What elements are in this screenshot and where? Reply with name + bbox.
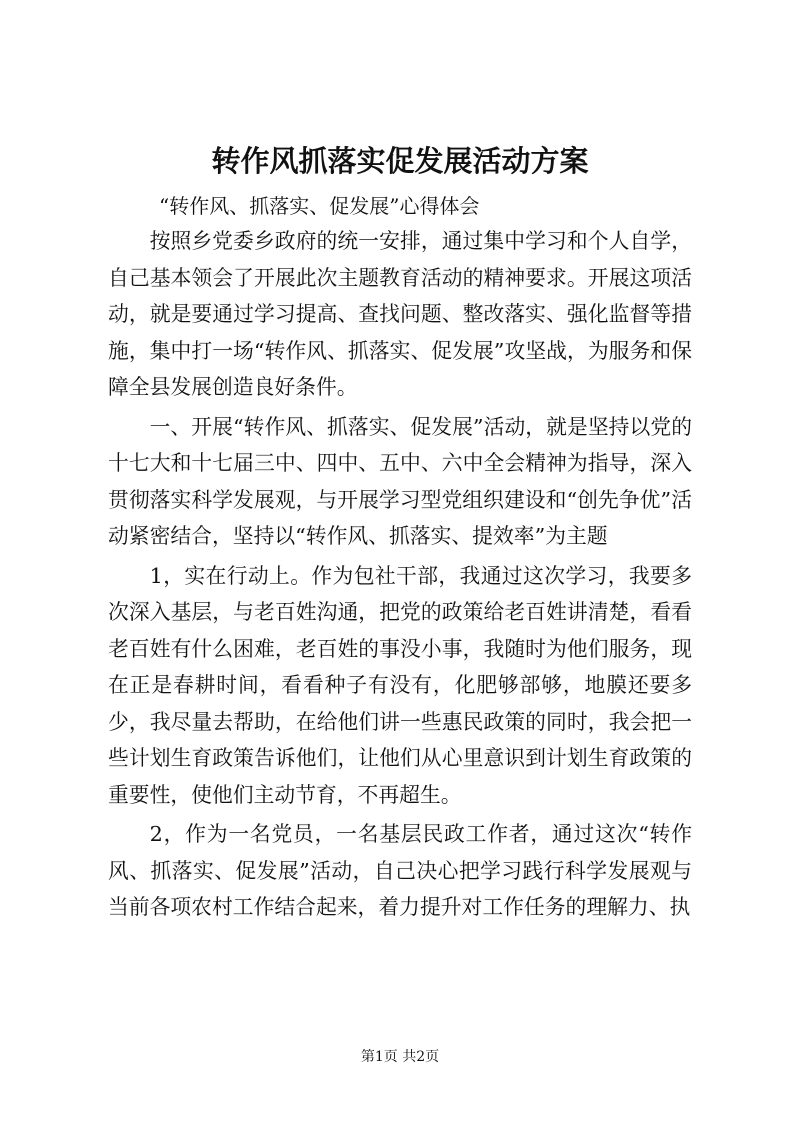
body-paragraph: 一、开展“转作风、抓落实、促发展”活动，就是坚持以党的十七大和十七届三中、四中、五中、六中全会精神为指导，深入贯彻落实科学发展观，与开展学习型党组织建设和“创先争优”活动紧密结合，坚持以“转作风、抓落实、提效率”为主题 <box>108 414 692 548</box>
body-paragraph: 按照乡党委乡政府的统一安排，通过集中学习和个人自学，自己基本领会了开展此次主题教育活动的精神要求。开展这项活动，就是要通过学习提高、查找问题、整改落实、强化监督等措施，集中打一场“转作风、抓落实、促发展”攻坚战，为服务和保障全县发展创造良好条件。 <box>108 229 692 399</box>
page-number-footer: 第1页 共2页 <box>360 1049 440 1065</box>
body-paragraph: 2，作为一名党员，一名基层民政工作者，通过这次“转作风、抓落实、促发展”活动，自己决心把学习践行科学发展观与当前各项农村工作结合起来，着力提升对工作任务的理解力、执 <box>108 822 692 919</box>
body-paragraph: 1，实在行动上。作为包社干部，我通过这次学习，我要多次深入基层，与老百姓沟通，把党的政策给老百姓讲清楚，看看老百姓有什么困难，老百姓的事没小事，我随时为他们服务，现在正是春耕时间，看看种子有没有，化肥够部够，地膜还要多少，我尽量去帮助，在给他们讲一些惠民政策的同时，我会把一些计划生育政策告诉他们，让他们从心里意识到计划生育政策的重要性，使他们主动节育，不再超生。 <box>108 563 692 807</box>
document-title: 转作风抓落实促发展活动方案 <box>211 144 589 178</box>
document-subtitle: “转作风、抓落实、促发展”心得体会 <box>159 194 480 218</box>
document-body <box>108 223 692 926</box>
